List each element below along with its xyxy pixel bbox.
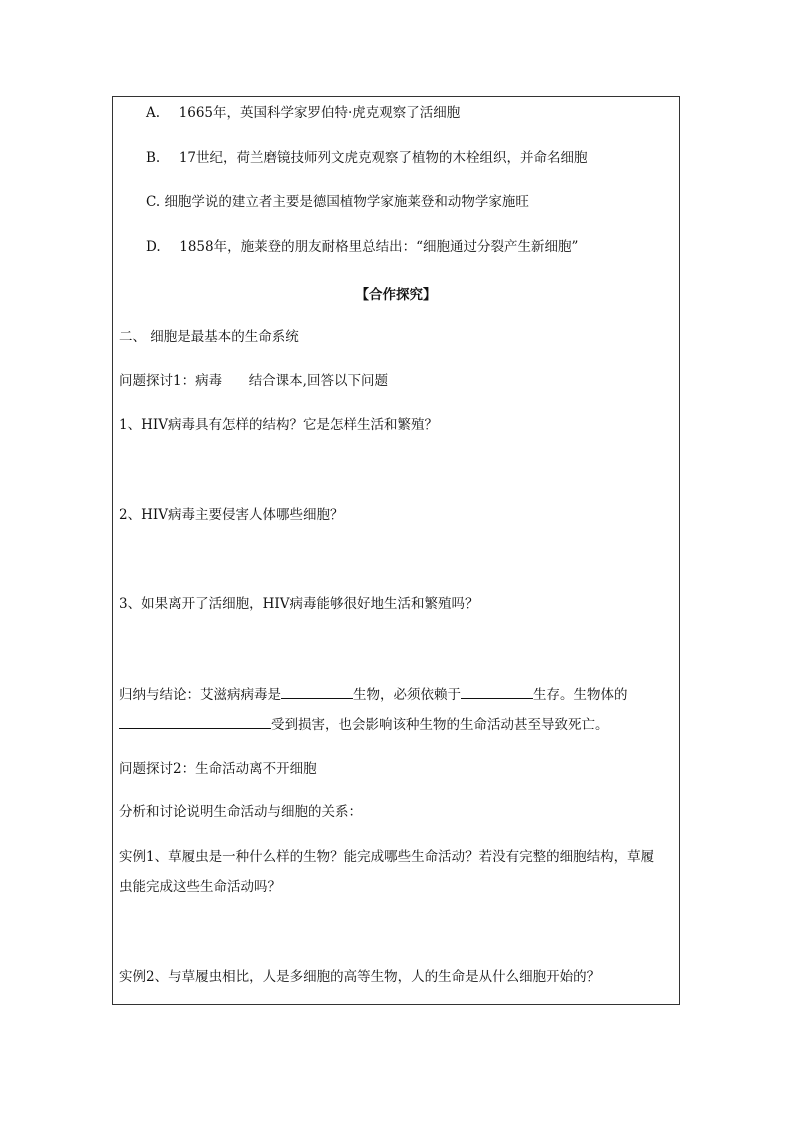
answer-blank[interactable] [461, 684, 533, 699]
conclusion-text: 生物，必须依赖于 [353, 687, 461, 703]
conclusion-line-1 [119, 684, 628, 704]
topic1-label: 问题探讨1：病毒 [119, 373, 223, 389]
option-letter: D. [146, 239, 161, 255]
option-letter: B. [146, 150, 161, 166]
answer-blank[interactable] [119, 714, 271, 729]
option-b [146, 149, 588, 167]
option-letter: A. [146, 105, 161, 121]
option-text: 1665年，英国科学家罗伯特·虎克观察了活细胞 [178, 105, 461, 121]
option-letter: C. [146, 194, 161, 210]
question-2: 2、HIV病毒主要侵害人体哪些细胞？ [119, 507, 344, 523]
topic1-instruction: 结合课本,回答以下问题 [248, 373, 388, 389]
example1-line1: 实例1、草履虫是一种什么样的生物？能完成哪些生命活动？若没有完整的细胞结构，草履 [119, 849, 655, 865]
question-1: 1、HIV病毒具有怎样的结构？它是怎样生活和繁殖？ [119, 417, 438, 433]
worksheet-frame [112, 96, 680, 1005]
topic2-label: 问题探讨2：生命活动离不开细胞 [119, 761, 317, 777]
answer-blank[interactable] [281, 684, 353, 699]
example1-line2: 虫能完成这些生命活动吗？ [119, 879, 281, 895]
topic2-analysis: 分析和讨论说明生命活动与细胞的关系： [119, 804, 362, 820]
option-a [146, 104, 460, 122]
conclusion-text: 生存。生物体的 [533, 687, 628, 703]
conclusion-text: 受到损害，也会影响该种生物的生命活动甚至导致死亡。 [271, 717, 609, 733]
question-3: 3、如果离开了活细胞，HIV病毒能够很好地生活和繁殖吗？ [119, 596, 479, 612]
option-d [146, 238, 578, 256]
example2: 实例2、与草履虫相比，人是多细胞的高等生物，人的生命是从什么细胞开始的？ [119, 969, 601, 985]
option-c [146, 193, 529, 211]
option-text: 细胞学说的建立者主要是德国植物学家施莱登和动物学家施旺 [164, 194, 529, 210]
option-text: 1858年，施莱登的朋友耐格里总结出：“细胞通过分裂产生新细胞” [179, 239, 579, 255]
section2-title: 二、 细胞是最基本的生命系统 [119, 329, 299, 345]
option-text: 17世纪，荷兰磨镜技师列文虎克观察了植物的木栓组织，并命名细胞 [178, 150, 588, 166]
conclusion-line-2 [119, 714, 609, 734]
topic1-header [119, 372, 388, 390]
conclusion-text: 归纳与结论：艾滋病病毒是 [119, 687, 281, 703]
section-heading: 【合作探究】 [355, 287, 437, 303]
